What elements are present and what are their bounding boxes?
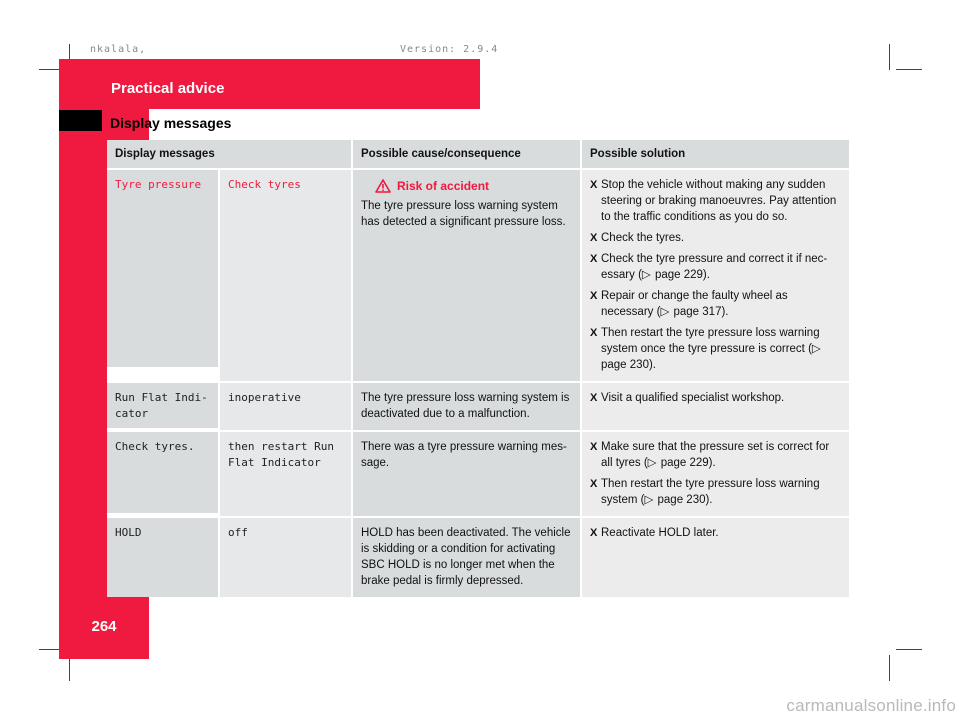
- display-messages-table: [107, 140, 843, 597]
- solution-item: [590, 177, 843, 225]
- solution-item: [590, 390, 843, 406]
- cause-text: There was a tyre pressure warning mes-sage.: [361, 441, 567, 469]
- crop-mark: [889, 44, 890, 70]
- chapter-title: Practical advice: [111, 80, 225, 97]
- solution-text: Then restart the tyre pressure loss warning system once the tyre pressure is correct (▷ page 230).: [601, 327, 821, 371]
- display-message-text: inoperative: [228, 391, 301, 404]
- page-reference-link[interactable]: page 230).: [601, 359, 656, 371]
- table-cell-message: [107, 170, 218, 367]
- bullet-icon: X: [590, 290, 598, 302]
- display-message-text: Run Flat Indi- cator: [115, 391, 208, 420]
- crop-mark: [896, 649, 922, 650]
- table-cell-cause: [353, 383, 580, 430]
- crop-mark: [889, 655, 890, 681]
- solution-text: Check the tyre pressure and correct it if nec-essary (▷ page 229).: [601, 253, 828, 281]
- table-cell-solution: [582, 518, 849, 597]
- table-header-display-messages: Display messages: [107, 140, 351, 168]
- cause-text: HOLD has been deactivated. The vehicle is skidding or a condition for activating SBC HOLD is no longer met when the brake pedal is firmly depressed.: [361, 527, 571, 587]
- solution-text: Reactivate HOLD later.: [601, 527, 719, 539]
- bullet-icon: X: [590, 327, 598, 339]
- table-cell-message: [107, 432, 218, 513]
- table-cell-cause: [353, 432, 580, 516]
- table-cell-message: [107, 518, 218, 597]
- table-cell-solution: [582, 170, 849, 381]
- bullet-icon: X: [590, 441, 598, 453]
- page-reference-link[interactable]: page 229).: [660, 457, 716, 469]
- solution-item: [590, 288, 843, 320]
- page-ref-arrow-icon: ▷: [641, 269, 651, 281]
- cause-text: The tyre pressure loss warning system has detected a significant pressure loss.: [361, 200, 566, 228]
- solution-text: Visit a qualified specialist workshop.: [601, 392, 785, 404]
- watermark-text: carmanualsonline.info: [786, 696, 956, 715]
- print-meta-right: Version: 2.9.4: [400, 44, 499, 55]
- solution-item: [590, 230, 843, 246]
- display-message-text: HOLD: [115, 526, 142, 539]
- section-marker: [59, 110, 102, 131]
- solution-text: Then restart the tyre pressure loss warning system (▷ page 230).: [601, 478, 820, 506]
- bullet-icon: X: [590, 179, 598, 191]
- table-cell-message-detail: [220, 518, 351, 597]
- page-reference-link[interactable]: page 317).: [673, 306, 729, 318]
- bullet-icon: X: [590, 253, 598, 265]
- solution-text: Make sure that the pressure set is correct for all tyres (▷ page 229).: [601, 441, 830, 469]
- solution-text: Check the tyres.: [601, 232, 685, 244]
- table-cell-message-detail: [220, 383, 351, 430]
- table-header-solution: Possible solution: [582, 140, 849, 168]
- display-message-text: Tyre pressure: [115, 178, 202, 191]
- solution-item: [590, 525, 843, 541]
- table-cell-message-detail: [220, 170, 351, 381]
- crop-mark: [896, 69, 922, 70]
- display-message-text: Check tyres: [228, 178, 301, 191]
- display-message-text: off: [228, 526, 248, 539]
- page-reference-link[interactable]: page 230).: [657, 494, 713, 506]
- solution-text: Repair or change the faulty wheel as necessary (▷ page 317).: [601, 290, 788, 318]
- page-ref-arrow-icon: ▷: [660, 306, 670, 318]
- page-ref-arrow-icon: ▷: [644, 494, 654, 506]
- table-cell-message: [107, 383, 218, 428]
- solution-item: [590, 476, 843, 508]
- page-ref-arrow-icon: ▷: [811, 343, 821, 355]
- table-cell-cause: [353, 170, 580, 381]
- section-title: Display messages: [110, 115, 232, 131]
- page-ref-arrow-icon: ▷: [647, 457, 657, 469]
- table-header-cause: Possible cause/consequence: [353, 140, 580, 168]
- bullet-icon: X: [590, 392, 598, 404]
- solution-item: [590, 251, 843, 283]
- table-cell-solution: [582, 383, 849, 430]
- bullet-icon: X: [590, 478, 598, 490]
- solution-item: [590, 439, 843, 471]
- table-cell-message-detail: [220, 432, 351, 516]
- solution-item: [590, 325, 843, 373]
- bullet-icon: X: [590, 232, 598, 244]
- table-cell-solution: [582, 432, 849, 516]
- cause-text: The tyre pressure loss warning system is deactivated due to a malfunction.: [361, 392, 570, 420]
- page-reference-link[interactable]: page 229).: [654, 269, 710, 281]
- table-cell-cause: [353, 518, 580, 597]
- display-message-text: Check tyres.: [115, 440, 195, 453]
- display-message-text: then restart Run Flat Indicator: [228, 440, 334, 469]
- bullet-icon: X: [590, 527, 598, 539]
- solution-text: Stop the vehicle without making any sudden steering or braking manoeuvres. Pay attention to the traffic conditions as you do so.: [601, 179, 837, 223]
- warning-triangle-icon: [375, 179, 391, 193]
- page-number: 264: [91, 618, 117, 635]
- print-meta-left: nkalala,: [90, 44, 147, 55]
- warning-heading: Risk of accident: [375, 178, 574, 194]
